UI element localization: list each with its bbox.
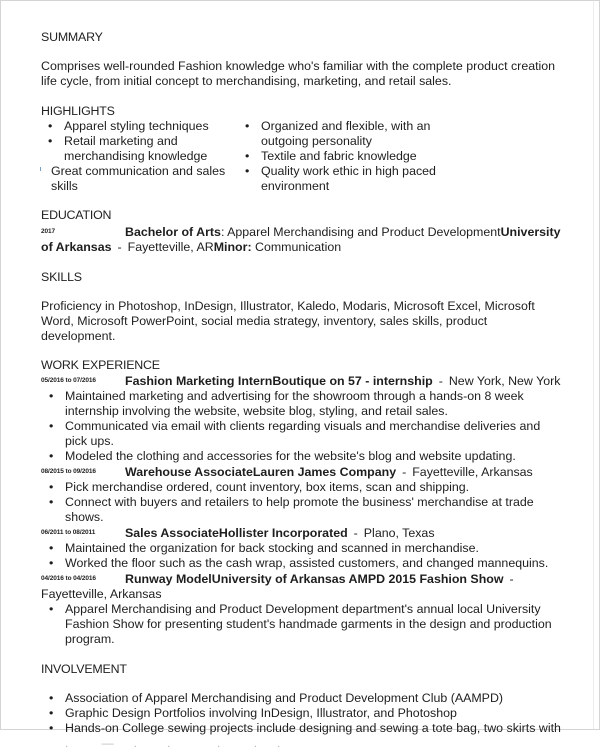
highlights-section [41, 104, 561, 194]
job-company: University of Arkansas AMPD 2015 Fashion Show [211, 572, 504, 586]
separator: - [509, 572, 514, 586]
bullet-icon: • [49, 721, 54, 735]
list-item-text: Organized and flexible, with an outgoing personality [261, 119, 431, 148]
job-bullets [41, 389, 561, 464]
list-item [238, 149, 438, 164]
bullet-icon: • [245, 119, 250, 133]
list-item [41, 541, 561, 556]
job-location: Fayetteville, Arkansas [412, 465, 533, 479]
bullet-icon: • [48, 119, 53, 133]
bullet-icon: • [49, 419, 54, 433]
skills-heading: SKILLS [41, 270, 82, 284]
job-header [41, 525, 561, 541]
separator: - [438, 374, 443, 388]
bullet-icon: • [49, 449, 54, 463]
list-item [41, 602, 561, 647]
list-item [238, 164, 438, 194]
list-item-text: Maintained the organization for back stocking and scanned in merchandise. [65, 541, 479, 555]
summary-text: Comprises well-rounded Fashion knowledge who's familiar with the complete product creation life cycle, from initial concept to merchandising, marketing, and retail sales. [41, 59, 556, 88]
list-item [41, 119, 238, 134]
bullet-icon: • [49, 602, 54, 616]
list-item [41, 706, 561, 721]
list-item-text: Graphic Design Portfolios involving InDesign, Illustrator, and Photoshop [65, 706, 457, 720]
job-title: Warehouse Associate [125, 465, 253, 479]
job-header [41, 464, 561, 480]
job-location: Fayetteville, Arkansas [41, 587, 162, 601]
list-item [41, 495, 561, 525]
list-item [41, 389, 561, 419]
highlights-columns [41, 119, 561, 194]
education-location: Fayetteville, AR [127, 240, 214, 254]
minor-label: Minor: [213, 240, 252, 254]
list-item-text: Modeled the clothing and accessories for the website's blog and website updating. [65, 449, 516, 463]
list-item-text: Retail marketing and merchandising knowledge [64, 134, 208, 163]
highlights-right-list [238, 119, 438, 194]
list-item-text: Quality work ethic in high paced environment [261, 164, 436, 193]
job-title: Sales Associate [125, 526, 219, 540]
job-entry [41, 373, 561, 464]
bullet-icon: • [49, 691, 54, 705]
bullet-icon: • [49, 480, 54, 494]
involvement-section [41, 662, 561, 750]
list-item [41, 419, 561, 449]
involvement-list [41, 691, 561, 736]
bullet-icon: • [49, 556, 54, 570]
bullet-icon: • [49, 541, 54, 555]
job-location: Plano, Texas [363, 526, 435, 540]
work-experience-heading: WORK EXPERIENCE [41, 358, 160, 372]
job-bullets [41, 480, 561, 525]
education-entry [41, 224, 561, 255]
list-item [41, 691, 561, 706]
separator: - [117, 240, 122, 254]
job-entry [41, 571, 561, 647]
frame-edge [593, 1, 594, 729]
job-company: Boutique on 57 - internship [272, 374, 433, 388]
list-item-text: Communicated via email with clients regarding visuals and merchandise deliveries and pick ups. [65, 419, 541, 448]
bullet-icon: • [245, 149, 250, 163]
cut-off-text-line: . — . . . . . [65, 736, 281, 750]
job-header [41, 373, 561, 389]
education-heading: EDUCATION [41, 208, 112, 222]
bullet-icon: • [48, 134, 53, 148]
job-title: Fashion Marketing Intern [125, 374, 273, 388]
major: : Apparel Merchandising and Product Development [220, 225, 501, 239]
list-item [41, 449, 561, 464]
list-item [41, 480, 561, 495]
list-item-text: Maintained marketing and advertising for the showroom through a hands-on 8 week internship involving the website, website blog, styling, and retail sales. [65, 389, 524, 418]
job-entry [41, 525, 561, 571]
list-item-text: Apparel styling techniques [64, 119, 209, 133]
list-item-text: Great communication and sales skills [51, 164, 226, 193]
list-item-text: Worked the floor such as the cash wrap, assisted customers, and changed mannequins. [65, 556, 549, 570]
job-dates: 06/2011 to 08/2011 [41, 529, 96, 536]
skills-text: Proficiency in Photoshop, InDesign, Illustrator, Kaledo, Modaris, Microsoft Excel, Microsoft Word, Microsoft PowerPoint, social media strategy, inventory, sales skills, product development. [41, 299, 535, 343]
job-dates: 04/2016 to 04/2016 [41, 575, 96, 582]
job-entry [41, 464, 561, 525]
job-title: Runway Model [125, 572, 212, 586]
involvement-heading: INVOLVEMENT [41, 662, 127, 676]
skills-section [41, 270, 561, 344]
job-bullets [41, 602, 561, 647]
list-item [41, 721, 561, 736]
job-header [41, 571, 561, 602]
resume-page [41, 30, 561, 750]
list-item [41, 556, 561, 571]
bullet-icon: • [49, 495, 54, 509]
bullet-icon: • [49, 389, 54, 403]
education-section [41, 208, 561, 255]
list-item-text: Textile and fabric knowledge [261, 149, 417, 163]
bullet-marker-icon [40, 167, 41, 171]
summary-section [41, 30, 561, 89]
list-item [238, 119, 438, 149]
highlights-left-list [41, 119, 238, 194]
highlights-heading: HIGHLIGHTS [41, 104, 115, 118]
separator: - [402, 465, 407, 479]
job-bullets [41, 541, 561, 571]
school: University of Arkansas [41, 225, 561, 254]
list-item-text: Association of Apparel Merchandising and Product Development Club (AAMPD) [65, 691, 504, 705]
list-item-text: Pick merchandise ordered, count inventory, box items, scan and shipping. [65, 480, 470, 494]
list-item [41, 134, 238, 164]
job-company: Lauren James Company [252, 465, 397, 479]
degree: Bachelor of Arts [125, 225, 221, 239]
bullet-icon: • [245, 164, 250, 178]
list-item-text: Hands-on College sewing projects include designing and sewing a tote bag, two skirts with [65, 721, 561, 735]
summary-heading: SUMMARY [41, 30, 103, 44]
job-dates: 05/2016 to 07/2016 [41, 377, 96, 384]
list-item [41, 164, 238, 194]
separator: - [353, 526, 358, 540]
list-item-text: Apparel Merchandising and Product Development department's annual local University Fashion Show for presenting student's handmade garments in the design and production program. [65, 602, 552, 646]
bullet-icon: • [49, 706, 54, 720]
work-experience-section [41, 358, 561, 647]
education-date: 2017 [41, 228, 56, 235]
job-location: New York, New York [448, 374, 561, 388]
job-company: Hollister Incorporated [218, 526, 348, 540]
minor: Communication [251, 240, 342, 254]
list-item-text: Connect with buyers and retailers to help promote the business' merchandise at trade shows. [65, 495, 534, 524]
job-dates: 08/2015 to 09/2016 [41, 468, 96, 475]
